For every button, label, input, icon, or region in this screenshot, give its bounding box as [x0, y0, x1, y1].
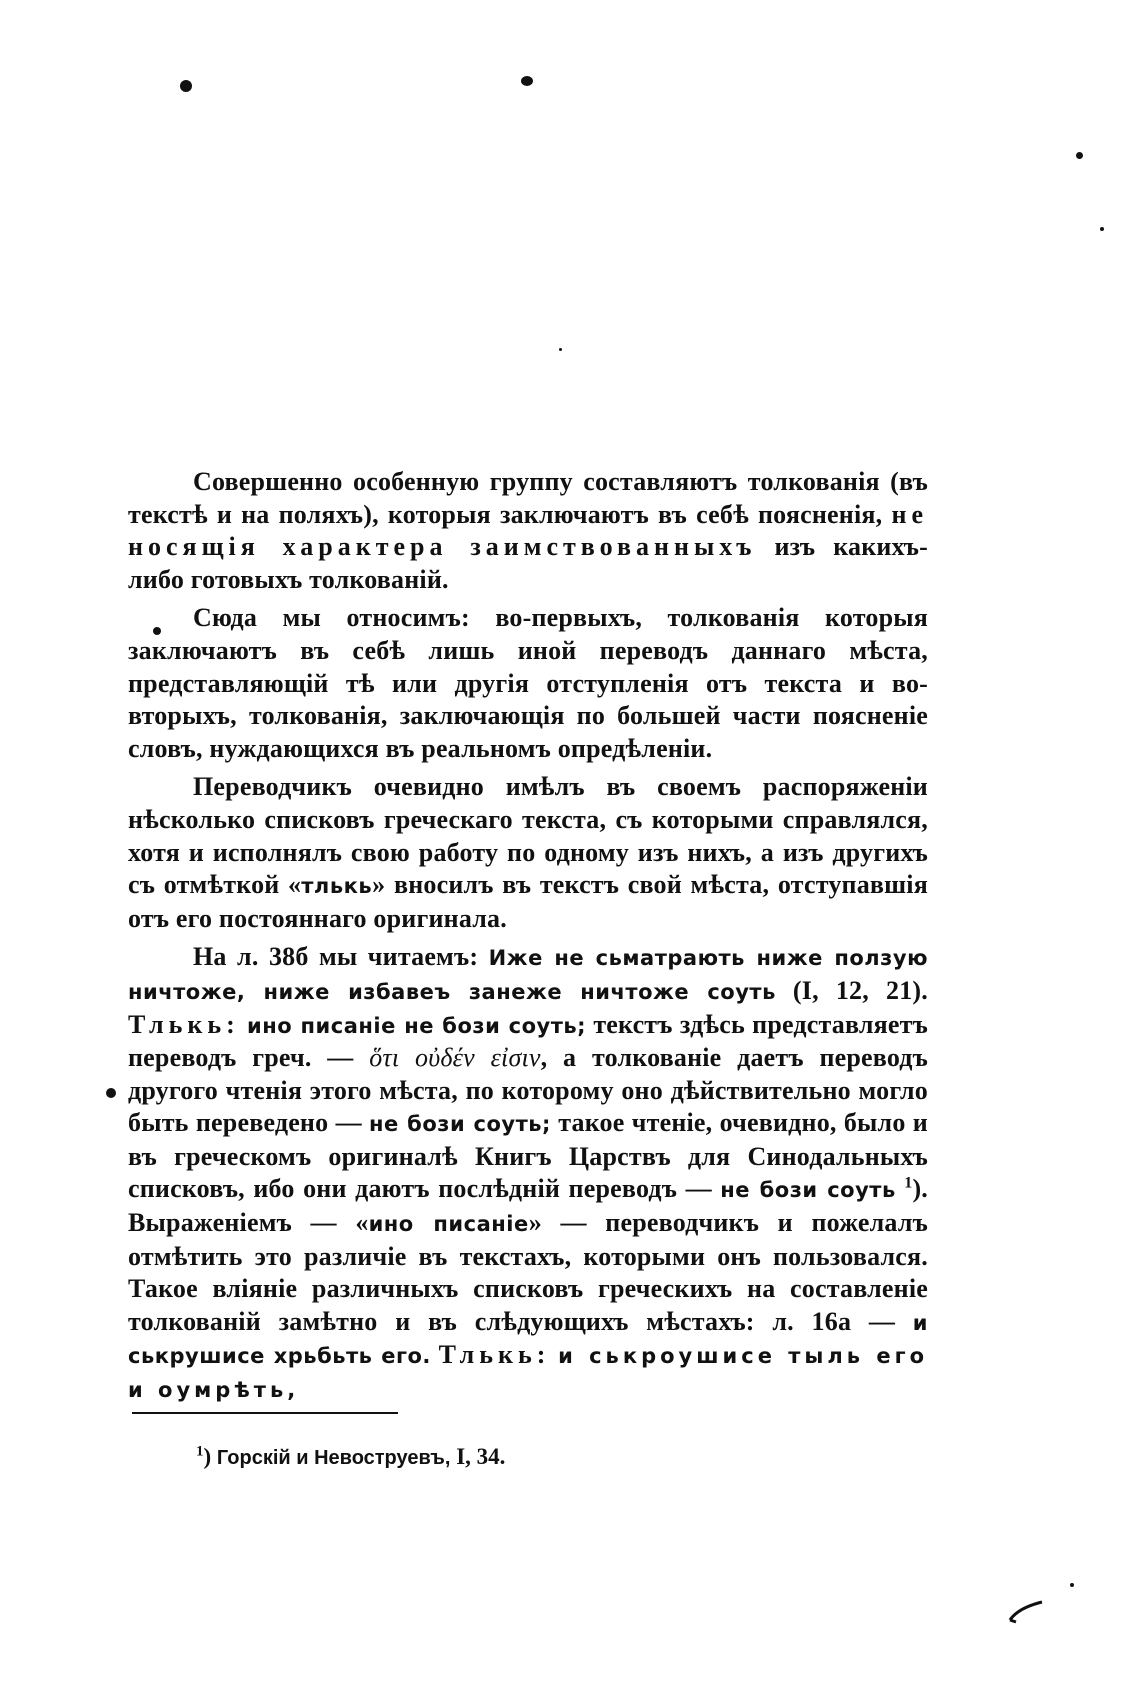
paragraph	[128, 941, 928, 1406]
text-run: » — переводчикъ и пожелалъ отмѣтить это различіе въ текстахъ, которыми онъ пользовался. Такое вліяніе различныхъ списковъ греческихъ на составленіе толкованій замѣтно и въ слѣдующихъ мѣстахъ: л. 16а —	[128, 1208, 928, 1336]
text-run: изъ какихъ-либо готовыхъ толкованій.	[128, 532, 928, 594]
text-run-spaced: Тлькь:	[438, 1340, 551, 1370]
text-run: , а толкованіе даетъ переводъ другого чтенія этого мѣста, по которому оно дѣйствительно могло быть переведено —	[128, 1043, 929, 1138]
text-run-slav: не бози соуть;	[369, 1112, 551, 1137]
text-run-slav: Иже не сьматрають ниже ползую ничтоже, ниже избавеъ занеже ничтоже соуть	[128, 946, 928, 1004]
text-run: ). Выраженіемъ — «	[128, 1174, 929, 1238]
paragraph	[128, 771, 928, 935]
text-run: Совершенно особенную группу составляютъ толкованія (въ текстѣ и на поляхъ), которыя заключаютъ въ себѣ поясненія,	[128, 467, 928, 529]
footnote-rule	[132, 1412, 398, 1414]
body-text	[128, 466, 928, 1407]
scan-speck	[1100, 227, 1104, 231]
text-run-slav: и ськрушисе хрьбьть его.	[128, 1310, 928, 1369]
text-run	[550, 1340, 558, 1369]
text-run: (I, 12, 21).	[775, 975, 928, 1005]
scan-speck	[559, 348, 562, 351]
text-run: На л. 38б мы читаемъ:	[193, 942, 489, 972]
text-run-spaced: Тлькь:	[128, 1009, 240, 1039]
text-run-slav: тлькь	[301, 874, 373, 899]
text-run: текстъ здѣсь представляетъ переводъ греч. —	[128, 1009, 928, 1073]
text-run: » вносилъ въ текстъ свой мѣста, отступавшія отъ его постояннаго оригинала.	[128, 870, 928, 933]
footnote-marker-close: )	[203, 1444, 212, 1469]
text-run: Сюда мы относимъ: во-первыхъ, толкованія которыя заключаютъ въ себѣ лишь иной переводъ даннаго мѣста, представляющій тѣ или другія отступленія отъ текста и во-вторыхъ, толкованія, заключающія по большей части поясненіе словъ, нуждающихся въ реальномъ опредѣленіи.	[128, 603, 928, 763]
scan-speck	[1070, 1583, 1074, 1587]
text-run-sup: 1	[904, 1174, 913, 1192]
footnote-reference: I, 34.	[456, 1444, 506, 1469]
footnote	[196, 1444, 505, 1470]
scan-speck	[1076, 152, 1083, 159]
text-run-slav: ино писаніе	[368, 1212, 529, 1237]
text-run: такое чтеніе, очевидно, было и въ греческомъ оригиналѣ Книгъ Царствъ для Синодальныхъ списковъ, ибо они даютъ послѣдній переводъ —	[128, 1108, 928, 1204]
scan-speck	[521, 76, 533, 86]
paragraph	[128, 466, 928, 596]
scan-speck	[180, 80, 192, 92]
footnote-marker: 1	[196, 1443, 204, 1460]
text-run-spaced: не носящія характера заимствованныхъ	[128, 499, 928, 562]
paragraph	[128, 602, 928, 765]
scan-mark	[1008, 1600, 1044, 1624]
text-run-greek: ὅτι οὐδέν εἰσιν	[369, 1043, 541, 1073]
text-run	[240, 1010, 247, 1039]
scan-speck	[106, 1088, 116, 1098]
text-run-slav: не бози соуть	[720, 1178, 896, 1203]
text-run	[896, 1174, 905, 1203]
footnote-authors: Горскій и Невоструевъ,	[216, 1447, 451, 1469]
text-run-slav-spaced: и ськроушисе тыль его и оумрѣть,	[128, 1344, 929, 1403]
text-run-slav: ино писаніе не бози соуть;	[247, 1013, 587, 1038]
text-run	[431, 1340, 439, 1369]
text-run: Переводчикъ очевидно имѣлъ въ своемъ распоряженіи нѣсколько списковъ греческаго текста, съ которыми справлялся, хотя и исполнялъ свою работу по одному изъ нихъ, а изъ другихъ съ отмѣткой «	[128, 772, 928, 900]
